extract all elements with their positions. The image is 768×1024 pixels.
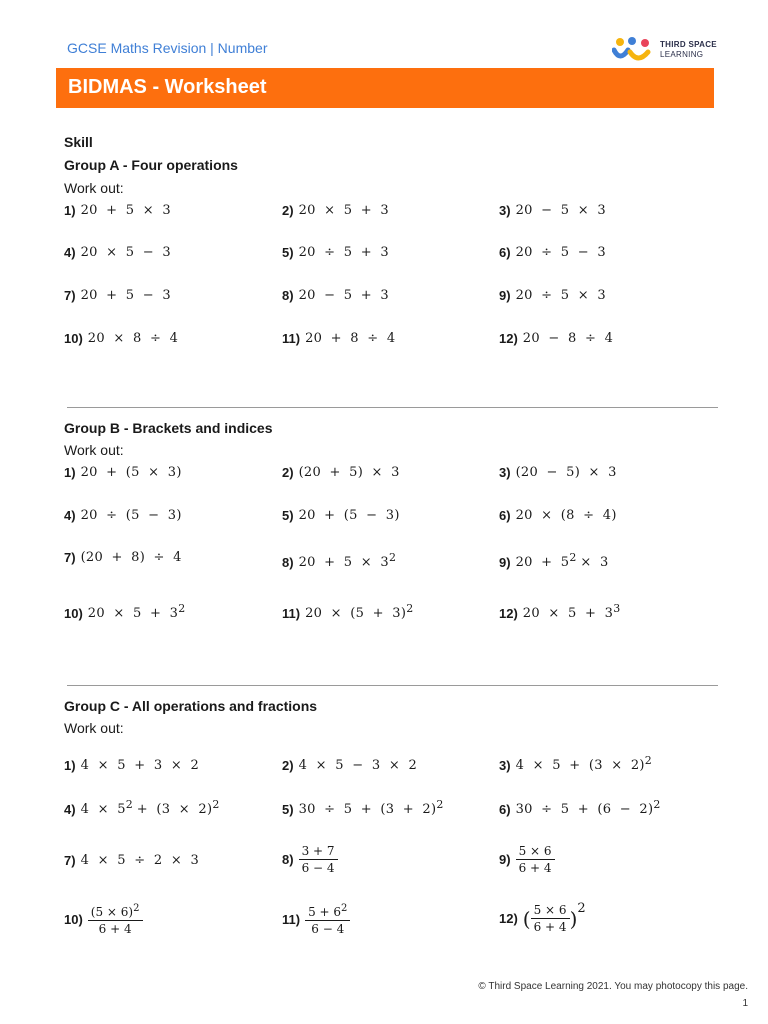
question-c2	[282, 758, 417, 773]
question-b1	[64, 465, 182, 480]
logo-icon	[612, 36, 656, 64]
fraction	[305, 903, 350, 936]
fraction-denominator: 6 + 4	[533, 920, 567, 934]
question-number: 8)	[282, 852, 294, 867]
question-number: 9)	[499, 852, 511, 867]
question-number: 2)	[282, 465, 294, 480]
fraction-numerator	[305, 903, 350, 921]
question-c9	[499, 844, 555, 875]
exponent: 2	[644, 754, 652, 767]
group-a-heading: Group A - Four operations	[64, 157, 238, 173]
fraction	[516, 844, 555, 875]
question-a12	[499, 331, 613, 346]
question-expression: 20 × 8 ÷ 4	[87, 331, 179, 346]
question-expression: 4 × 5 + (3 × 2)	[515, 758, 645, 773]
exponent: 2	[436, 798, 444, 811]
question-expression: 4 × 5 − 3 × 2	[298, 758, 418, 773]
question-expression: 30 ÷ 5 + (6 − 2)	[515, 802, 654, 817]
question-expression: 20 + 5 × 3	[298, 555, 389, 570]
fraction	[531, 903, 570, 934]
question-expression: 4 × 5 ÷ 2 × 3	[80, 853, 200, 868]
question-number: 1)	[64, 758, 76, 773]
group-c-instruction: Work out:	[64, 720, 124, 736]
exponent: 2	[125, 798, 133, 811]
question-b3	[499, 465, 617, 480]
question-expression: (20 + 5) × 3	[298, 465, 400, 480]
group-a-instruction: Work out:	[64, 180, 124, 196]
page-title: BIDMAS - Worksheet	[68, 76, 267, 98]
question-number: 6)	[499, 245, 511, 260]
question-expression: 20 × 5 + 3	[522, 606, 614, 621]
numerator-expression: (5 × 6)	[90, 905, 134, 919]
question-b2	[282, 465, 400, 480]
question-expression-tail: × 3	[580, 555, 609, 570]
exponent: 3	[613, 602, 621, 615]
exponent: 2	[406, 602, 414, 615]
copyright-notice: © Third Space Learning 2021. You may photocopy this page.	[478, 981, 748, 992]
open-bracket: (	[522, 906, 531, 931]
question-a2	[282, 203, 389, 218]
question-number: 1)	[64, 465, 76, 480]
question-a7	[64, 288, 171, 303]
question-expression: 20 + 5 − 3	[80, 288, 171, 303]
question-number: 3)	[499, 465, 511, 480]
fraction-numerator	[88, 903, 143, 921]
exponent: 2	[212, 798, 220, 811]
question-number: 3)	[499, 758, 511, 773]
question-number: 3)	[499, 203, 511, 218]
question-number: 1)	[64, 203, 76, 218]
brand-logo	[612, 36, 724, 64]
question-c4	[64, 798, 220, 817]
question-expression: 20 + 5	[515, 555, 570, 570]
question-expression: 20 − 5 × 3	[515, 203, 606, 218]
question-number: 10)	[64, 331, 83, 346]
question-expression: 20 × 5 − 3	[80, 245, 171, 260]
brand-line2: LEARNING	[660, 50, 704, 59]
page-number: 1	[742, 998, 748, 1009]
question-expression: 20 − 8 ÷ 4	[522, 331, 614, 346]
question-expression: 20 × (8 ÷ 4)	[515, 508, 617, 523]
question-c10	[64, 903, 143, 936]
question-expression: 20 × 5 + 3	[87, 606, 179, 621]
question-c3	[499, 754, 652, 773]
fraction-denominator: 6 + 4	[98, 922, 132, 936]
question-number: 5)	[282, 802, 294, 817]
question-number: 7)	[64, 853, 76, 868]
fraction	[88, 903, 143, 936]
question-number: 9)	[499, 288, 511, 303]
question-expression: 20 + (5 − 3)	[298, 508, 400, 523]
exponent: 2	[388, 551, 396, 564]
brand-name	[660, 40, 717, 60]
question-b5	[282, 508, 400, 523]
question-b7	[64, 550, 182, 565]
question-number: 11)	[282, 331, 301, 346]
question-expression: 20 + (5 × 3)	[80, 465, 182, 480]
question-expression: 4 × 5	[80, 802, 126, 817]
question-number: 8)	[282, 555, 294, 570]
exponent: 2	[569, 551, 577, 564]
question-expression: 20 ÷ 5 − 3	[515, 245, 606, 260]
question-number: 5)	[282, 508, 294, 523]
fraction-numerator: 3 + 7	[299, 844, 338, 860]
question-c6	[499, 798, 661, 817]
question-number: 11)	[282, 606, 301, 621]
question-number: 11)	[282, 912, 301, 927]
exponent: 2	[341, 903, 348, 914]
question-a3	[499, 203, 606, 218]
question-c5	[282, 798, 444, 817]
section-divider	[67, 685, 718, 686]
subject-header: GCSE Maths Revision | Number	[67, 40, 268, 56]
question-expression: 20 + 5 × 3	[80, 203, 171, 218]
question-c8	[282, 844, 338, 875]
fraction-numerator: 5 × 6	[531, 903, 570, 919]
question-b6	[499, 508, 617, 523]
numerator-expression: 5 + 6	[308, 905, 342, 919]
close-bracket: )	[569, 906, 578, 931]
exponent: 2	[577, 901, 586, 916]
question-c12	[499, 903, 586, 934]
question-number: 2)	[282, 203, 294, 218]
question-expression: 20 × (5 + 3)	[305, 606, 407, 621]
question-number: 5)	[282, 245, 294, 260]
question-a6	[499, 245, 606, 260]
question-number: 4)	[64, 508, 76, 523]
fraction-denominator: 6 + 4	[518, 861, 552, 875]
question-expression: 20 ÷ (5 − 3)	[80, 508, 182, 523]
question-number: 6)	[499, 508, 511, 523]
question-a11	[282, 331, 395, 346]
question-expression: 4 × 5 + 3 × 2	[80, 758, 200, 773]
question-expression: 20 × 5 + 3	[298, 203, 389, 218]
fraction-denominator: 6 − 4	[301, 861, 335, 875]
question-number: 12)	[499, 911, 518, 926]
question-number: 7)	[64, 550, 76, 565]
question-number: 10)	[64, 912, 83, 927]
question-expression: 30 ÷ 5 + (3 + 2)	[298, 802, 437, 817]
skill-label: Skill	[64, 134, 93, 150]
question-number: 4)	[64, 802, 76, 817]
question-expression: 20 ÷ 5 × 3	[515, 288, 606, 303]
question-expression: 20 + 8 ÷ 4	[305, 331, 396, 346]
question-b11	[282, 602, 414, 621]
question-number: 2)	[282, 758, 294, 773]
exponent: 2	[653, 798, 661, 811]
question-number: 12)	[499, 331, 518, 346]
group-c-heading: Group C - All operations and fractions	[64, 698, 318, 714]
question-expression: (20 − 5) × 3	[515, 465, 617, 480]
question-number: 9)	[499, 555, 511, 570]
question-a4	[64, 245, 171, 260]
fraction-denominator: 6 − 4	[311, 922, 345, 936]
exponent: 2	[178, 602, 186, 615]
question-a8	[282, 288, 389, 303]
question-expression: (20 + 8) ÷ 4	[80, 550, 182, 565]
question-number: 7)	[64, 288, 76, 303]
title-banner	[56, 68, 714, 108]
exponent: 2	[133, 903, 140, 914]
group-b-heading: Group B - Brackets and indices	[64, 420, 273, 436]
question-number: 10)	[64, 606, 83, 621]
question-number: 6)	[499, 802, 511, 817]
section-divider	[67, 407, 718, 408]
question-number: 4)	[64, 245, 76, 260]
fraction-numerator: 5 × 6	[516, 844, 555, 860]
question-number: 8)	[282, 288, 294, 303]
question-number: 12)	[499, 606, 518, 621]
question-expression-tail: + (3 × 2)	[136, 802, 213, 817]
question-b10	[64, 602, 186, 621]
group-b-instruction: Work out:	[64, 442, 124, 458]
question-b4	[64, 508, 182, 523]
question-a9	[499, 288, 606, 303]
question-c7	[64, 853, 199, 868]
question-a5	[282, 245, 389, 260]
question-a1	[64, 203, 171, 218]
question-a10	[64, 331, 178, 346]
question-expression: 20 ÷ 5 + 3	[298, 245, 389, 260]
brand-line1: THIRD SPACE	[660, 40, 717, 49]
question-b9	[499, 551, 609, 570]
question-b8	[282, 551, 396, 570]
question-c11	[282, 903, 350, 936]
question-expression: 20 − 5 + 3	[298, 288, 389, 303]
question-c1	[64, 758, 199, 773]
question-b12	[499, 602, 621, 621]
fraction	[299, 844, 338, 875]
